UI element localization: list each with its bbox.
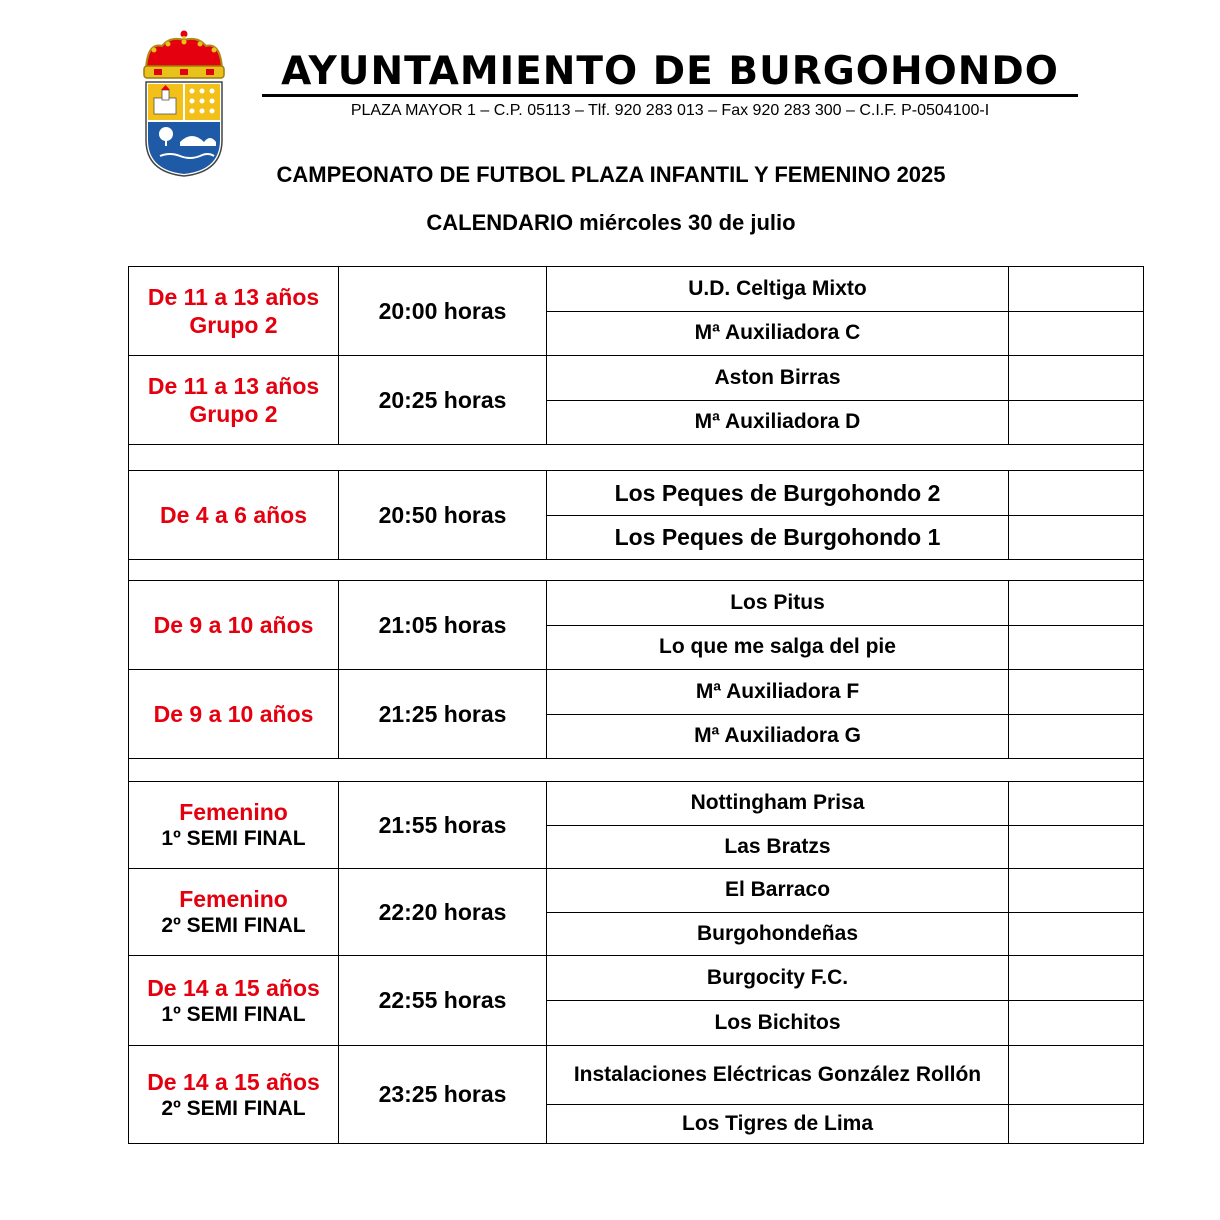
match-time: 22:20 horas bbox=[339, 869, 547, 955]
category-cell bbox=[129, 670, 339, 758]
score-cell bbox=[1009, 1046, 1143, 1104]
match-row bbox=[128, 869, 1144, 956]
home-team: Instalaciones Eléctricas González Rollón bbox=[547, 1046, 1009, 1104]
subcategory-label: Grupo 2 bbox=[189, 401, 278, 427]
away-team: Mª Auxiliadora C bbox=[547, 312, 1009, 356]
category-label: De 14 a 15 años bbox=[147, 1068, 320, 1095]
home-team: Burgocity F.C. bbox=[547, 956, 1009, 1000]
teams-cell bbox=[547, 670, 1143, 758]
home-team: Aston Birras bbox=[547, 356, 1009, 400]
score-cell bbox=[1009, 356, 1143, 400]
away-team: Los Bichitos bbox=[547, 1001, 1009, 1045]
away-team: Burgohondeñas bbox=[547, 913, 1009, 956]
teams-cell bbox=[547, 267, 1143, 355]
category-label: De 9 a 10 años bbox=[153, 701, 314, 727]
score-cell bbox=[1009, 826, 1143, 869]
match-row bbox=[128, 356, 1144, 445]
score-cell bbox=[1009, 913, 1143, 956]
category-cell bbox=[129, 471, 339, 559]
category-label: De 14 a 15 años bbox=[147, 974, 320, 1001]
table-spacer bbox=[128, 759, 1144, 782]
event-title: CAMPEONATO DE FUTBOL PLAZA INFANTIL Y FEMENINO 2025 bbox=[276, 162, 946, 187]
match-row bbox=[128, 581, 1144, 670]
home-team: Nottingham Prisa bbox=[547, 782, 1009, 825]
category-label: Femenino bbox=[179, 886, 288, 912]
away-team: Mª Auxiliadora G bbox=[547, 715, 1009, 759]
category-cell bbox=[129, 356, 339, 444]
teams-cell bbox=[547, 869, 1143, 955]
home-team: El Barraco bbox=[547, 869, 1009, 912]
score-cell bbox=[1009, 869, 1143, 912]
organization-address: PLAZA MAYOR 1 – C.P. 05113 – Tlf. 920 283 013 – Fax 920 283 300 – C.I.F. P-0504100-I bbox=[350, 102, 990, 119]
category-label: De 11 a 13 años bbox=[147, 284, 320, 310]
score-cell bbox=[1009, 956, 1143, 1000]
match-row bbox=[128, 956, 1144, 1046]
match-row bbox=[128, 1046, 1144, 1144]
match-time: 20:00 horas bbox=[339, 267, 547, 355]
away-team: Los Tigres de Lima bbox=[547, 1105, 1009, 1143]
match-row bbox=[128, 782, 1144, 869]
event-date: CALENDARIO miércoles 30 de julio bbox=[426, 210, 796, 235]
schedule-table bbox=[128, 266, 1144, 1144]
category-label: De 9 a 10 años bbox=[153, 612, 314, 638]
teams-cell bbox=[547, 1046, 1143, 1143]
score-cell bbox=[1009, 626, 1143, 670]
teams-cell bbox=[547, 581, 1143, 669]
category-cell bbox=[129, 267, 339, 355]
score-cell bbox=[1009, 670, 1143, 714]
category-label: Femenino bbox=[179, 799, 288, 825]
away-team: Las Bratzs bbox=[547, 826, 1009, 869]
subcategory-label: 2º SEMI FINAL bbox=[161, 1096, 306, 1120]
category-cell bbox=[129, 869, 339, 955]
category-cell bbox=[129, 782, 339, 868]
category-label: De 4 a 6 años bbox=[159, 502, 308, 528]
score-cell bbox=[1009, 516, 1143, 560]
score-cell bbox=[1009, 471, 1143, 515]
score-cell bbox=[1009, 581, 1143, 625]
match-time: 21:55 horas bbox=[339, 782, 547, 868]
score-cell bbox=[1009, 782, 1143, 825]
teams-cell bbox=[547, 782, 1143, 868]
subcategory-label: 1º SEMI FINAL bbox=[161, 827, 306, 850]
away-team: Lo que me salga del pie bbox=[547, 626, 1009, 670]
match-row bbox=[128, 471, 1144, 560]
home-team: Mª Auxiliadora F bbox=[547, 670, 1009, 714]
subcategory-label: 1º SEMI FINAL bbox=[161, 1002, 306, 1026]
away-team: Los Peques de Burgohondo 1 bbox=[547, 516, 1009, 560]
score-cell bbox=[1009, 267, 1143, 311]
category-cell bbox=[129, 1046, 339, 1143]
category-cell bbox=[129, 581, 339, 669]
table-spacer bbox=[128, 445, 1144, 471]
category-label: De 11 a 13 años bbox=[147, 373, 320, 399]
teams-cell bbox=[547, 956, 1143, 1045]
match-row bbox=[128, 267, 1144, 356]
score-cell bbox=[1009, 312, 1143, 356]
score-cell bbox=[1009, 1105, 1143, 1143]
subcategory-label: Grupo 2 bbox=[189, 312, 278, 338]
subcategory-label: 2º SEMI FINAL bbox=[161, 914, 306, 937]
match-time: 20:50 horas bbox=[339, 471, 547, 559]
score-cell bbox=[1009, 401, 1143, 445]
match-time: 22:55 horas bbox=[339, 956, 547, 1045]
match-time: 21:05 horas bbox=[339, 581, 547, 669]
match-time: 23:25 horas bbox=[339, 1046, 547, 1143]
match-time: 20:25 horas bbox=[339, 356, 547, 444]
municipal-coat-of-arms-icon bbox=[140, 28, 228, 178]
home-team: Los Pitus bbox=[547, 581, 1009, 625]
match-row bbox=[128, 670, 1144, 759]
match-time: 21:25 horas bbox=[339, 670, 547, 758]
table-spacer bbox=[128, 560, 1144, 581]
teams-cell bbox=[547, 356, 1143, 444]
teams-cell bbox=[547, 471, 1143, 559]
score-cell bbox=[1009, 715, 1143, 759]
score-cell bbox=[1009, 1001, 1143, 1045]
home-team: U.D. Celtiga Mixto bbox=[547, 267, 1009, 311]
organization-title: AYUNTAMIENTO DE BURGOHONDO bbox=[262, 50, 1078, 97]
home-team: Los Peques de Burgohondo 2 bbox=[547, 471, 1009, 515]
category-cell bbox=[129, 956, 339, 1045]
away-team: Mª Auxiliadora D bbox=[547, 401, 1009, 445]
